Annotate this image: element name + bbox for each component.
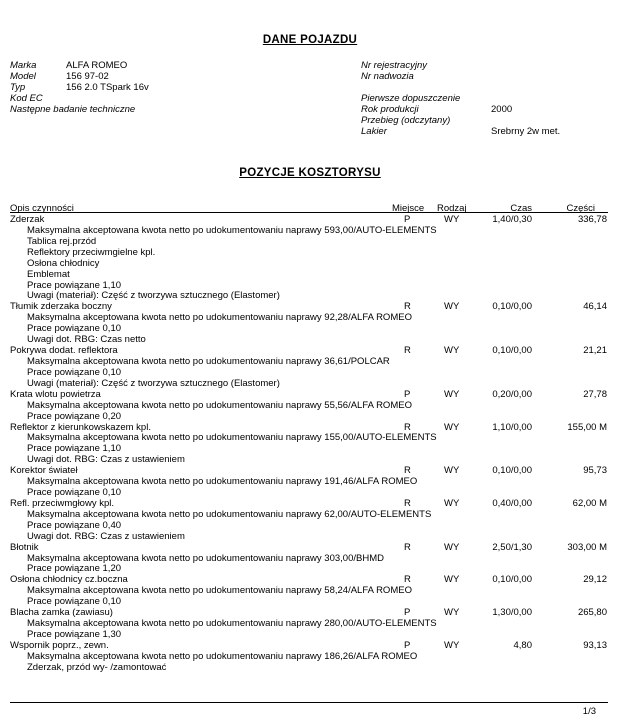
item-name: Korektor świateł [10, 465, 78, 477]
item-detail-line: Prace powiązane 0,40 [27, 519, 122, 531]
item-miejsce: P [404, 607, 411, 619]
item-name: Krata wlotu powietrza [10, 388, 101, 400]
typ-value: 156 2.0 TSpark 16v [66, 82, 149, 93]
item-miejsce: P [404, 388, 411, 400]
item-detail-line: Uwagi dot. RBG: Czas z ustawieniem [27, 454, 185, 466]
item-name: Tłumik zderzaka boczny [10, 301, 112, 313]
badanie-label: Następne badanie techniczne [10, 104, 136, 115]
item-miejsce: P [404, 214, 411, 225]
item-detail-line: Prace powiązane 0,10 [27, 366, 122, 378]
item-czas: 4,80 [513, 639, 532, 651]
przebieg-label: Przebieg (odczytany) [361, 115, 451, 126]
item-czas: 0,10/0,00 [492, 345, 532, 356]
item-czesci: 155,00 M [567, 421, 607, 433]
col-header-czas: Czas [510, 203, 532, 214]
item-detail-line: Zderzak, przód wy- /zamontować [27, 661, 167, 673]
item-miejsce: R [404, 541, 411, 553]
item-czas: 0,10/0,00 [492, 465, 532, 477]
item-name: Blacha zamka (zawiasu) [10, 607, 113, 619]
item-czesci: 46,14 [583, 301, 607, 313]
item-czesci: 265,80 [577, 607, 607, 619]
item-detail-line: Maksymalna akceptowana kwota netto po udokumentowaniu naprawy 593,00/AUTO-ELEMENTS [27, 224, 437, 236]
item-detail-line: Prace powiązane 0,10 [27, 487, 122, 498]
item-czas: 0,10/0,00 [492, 574, 532, 586]
marka-label: Marka [10, 60, 37, 71]
item-czas: 1,10/0,00 [492, 421, 532, 433]
item-detail-line: Uwagi dot. RBG: Czas netto [27, 334, 146, 346]
item-rodzaj: WY [444, 421, 460, 433]
page-number: 1/3 [582, 706, 596, 717]
item-detail-line: Maksymalna akceptowana kwota netto po udokumentowaniu naprawy 280,00/AUTO-ELEMENTS [27, 618, 437, 629]
item-rodzaj: WY [444, 497, 460, 509]
item-czas: 1,40/0,30 [492, 214, 532, 225]
item-czesci: 95,73 [583, 465, 607, 477]
item-rodzaj: WY [444, 465, 460, 477]
item-miejsce: R [404, 465, 411, 477]
item-name: Wspornik poprz., zewn. [10, 639, 109, 651]
item-detail-line: Emblemat [27, 268, 70, 280]
item-czas: 0,40/0,00 [492, 497, 532, 509]
item-czesci: 27,78 [583, 388, 607, 400]
item-detail-line: Maksymalna akceptowana kwota netto po udokumentowaniu naprawy 186,26/ALFA ROMEO [27, 650, 418, 662]
item-detail-line: Prace powiązane 1,30 [27, 629, 122, 640]
item-czas: 0,20/0,00 [492, 388, 532, 400]
item-detail-line: Prace powiązane 0,20 [27, 410, 122, 422]
item-detail-line: Maksymalna akceptowana kwota netto po udokumentowaniu naprawy 36,61/POLCAR [27, 356, 390, 367]
item-name: Osłona chłodnicy cz.boczna [10, 574, 128, 586]
marka-value: ALFA ROMEO [66, 60, 128, 71]
item-rodzaj: WY [444, 388, 460, 400]
item-czesci: 93,13 [583, 639, 607, 651]
item-detail-line: Prace powiązane 1,20 [27, 563, 122, 575]
item-czas: 1,30/0,00 [492, 607, 532, 619]
typ-label: Typ [10, 82, 26, 93]
item-detail-line: Prace powiązane 0,10 [27, 323, 122, 335]
item-rodzaj: WY [444, 345, 460, 356]
item-detail-line: Prace powiązane 1,10 [27, 279, 122, 291]
item-miejsce: R [404, 574, 411, 586]
col-header-opis: Opis czynności [10, 203, 74, 214]
item-czesci: 29,12 [583, 574, 607, 586]
item-detail-line: Uwagi (materiał): Część z tworzywa sztucznego (Elastomer) [27, 290, 280, 302]
item-detail-line: Maksymalna akceptowana kwota netto po udokumentowaniu naprawy 55,56/ALFA ROMEO [27, 399, 412, 411]
item-miejsce: R [404, 497, 411, 509]
item-czesci: 21,21 [583, 345, 607, 356]
rok-value: 2000 [491, 104, 513, 115]
item-czesci: 303,00 M [567, 541, 607, 553]
item-detail-line: Prace powiązane 1,10 [27, 443, 122, 455]
col-header-czesci: Części [566, 203, 595, 214]
item-detail-line: Uwagi dot. RBG: Czas z ustawieniem [27, 530, 185, 542]
item-miejsce: P [404, 639, 411, 651]
col-header-miejsce: Miejsce [392, 203, 425, 214]
item-rodzaj: WY [444, 541, 460, 553]
item-detail-line: Uwagi (materiał): Część z tworzywa sztucznego (Elastomer) [27, 377, 280, 389]
item-miejsce: R [404, 345, 411, 356]
item-rodzaj: WY [444, 574, 460, 586]
item-rodzaj: WY [444, 301, 460, 313]
item-rodzaj: WY [444, 639, 460, 651]
item-czesci: 336,78 [577, 214, 607, 225]
nr-nadw-label: Nr nadwozia [361, 71, 414, 82]
item-name: Refl. przeciwmgłowy kpl. [10, 497, 114, 509]
header-rule [10, 212, 608, 213]
item-detail-line: Maksymalna akceptowana kwota netto po udokumentowaniu naprawy 62,00/AUTO-ELEMENTS [27, 508, 432, 520]
item-detail-line: Maksymalna akceptowana kwota netto po udokumentowaniu naprawy 58,24/ALFA ROMEO [27, 585, 412, 597]
col-header-rodzaj: Rodzaj [437, 203, 467, 214]
item-detail-line: Prace powiązane 0,10 [27, 596, 122, 608]
item-czas: 2,50/1,30 [492, 541, 532, 553]
item-czesci: 62,00 M [572, 497, 607, 509]
item-rodzaj: WY [444, 607, 460, 619]
nr-rej-label: Nr rejestracyjny [361, 60, 427, 71]
item-detail-line: Tablica rej.przód [27, 235, 97, 247]
item-detail-line: Osłona chłodnicy [27, 257, 100, 269]
item-miejsce: R [404, 301, 411, 313]
item-name: Pokrywa dodat. reflektora [10, 345, 118, 356]
item-detail-line: Maksymalna akceptowana kwota netto po udokumentowaniu naprawy 191,46/ALFA ROMEO [27, 476, 418, 488]
item-miejsce: R [404, 421, 411, 433]
lakier-label: Lakier [361, 126, 387, 137]
kod-ec-label: Kod EC [10, 93, 43, 104]
item-name: Błotnik [10, 541, 39, 553]
section-title: POZYCJE KOSZTORYSU [239, 167, 381, 179]
item-detail-line: Reflektory przeciwmgielne kpl. [27, 246, 156, 258]
footer-rule [10, 702, 608, 703]
model-label: Model [10, 71, 36, 82]
pierwsze-label: Pierwsze dopuszczenie [361, 93, 461, 104]
item-name: Reflektor z kierunkowskazem kpl. [10, 421, 151, 433]
item-detail-line: Maksymalna akceptowana kwota netto po udokumentowaniu naprawy 303,00/BHMD [27, 552, 384, 564]
rok-label: Rok produkcji [361, 104, 419, 115]
lakier-value: Srebrny 2w met. [491, 126, 561, 137]
item-rodzaj: WY [444, 214, 460, 225]
model-value: 156 97-02 [66, 71, 109, 82]
item-name: Zderzak [10, 214, 45, 225]
item-detail-line: Maksymalna akceptowana kwota netto po udokumentowaniu naprawy 92,28/ALFA ROMEO [27, 312, 412, 324]
item-detail-line: Maksymalna akceptowana kwota netto po udokumentowaniu naprawy 155,00/AUTO-ELEMENTS [27, 432, 437, 444]
item-czas: 0,10/0,00 [492, 301, 532, 313]
vehicle-data-title: DANE POJAZDU [262, 34, 358, 46]
